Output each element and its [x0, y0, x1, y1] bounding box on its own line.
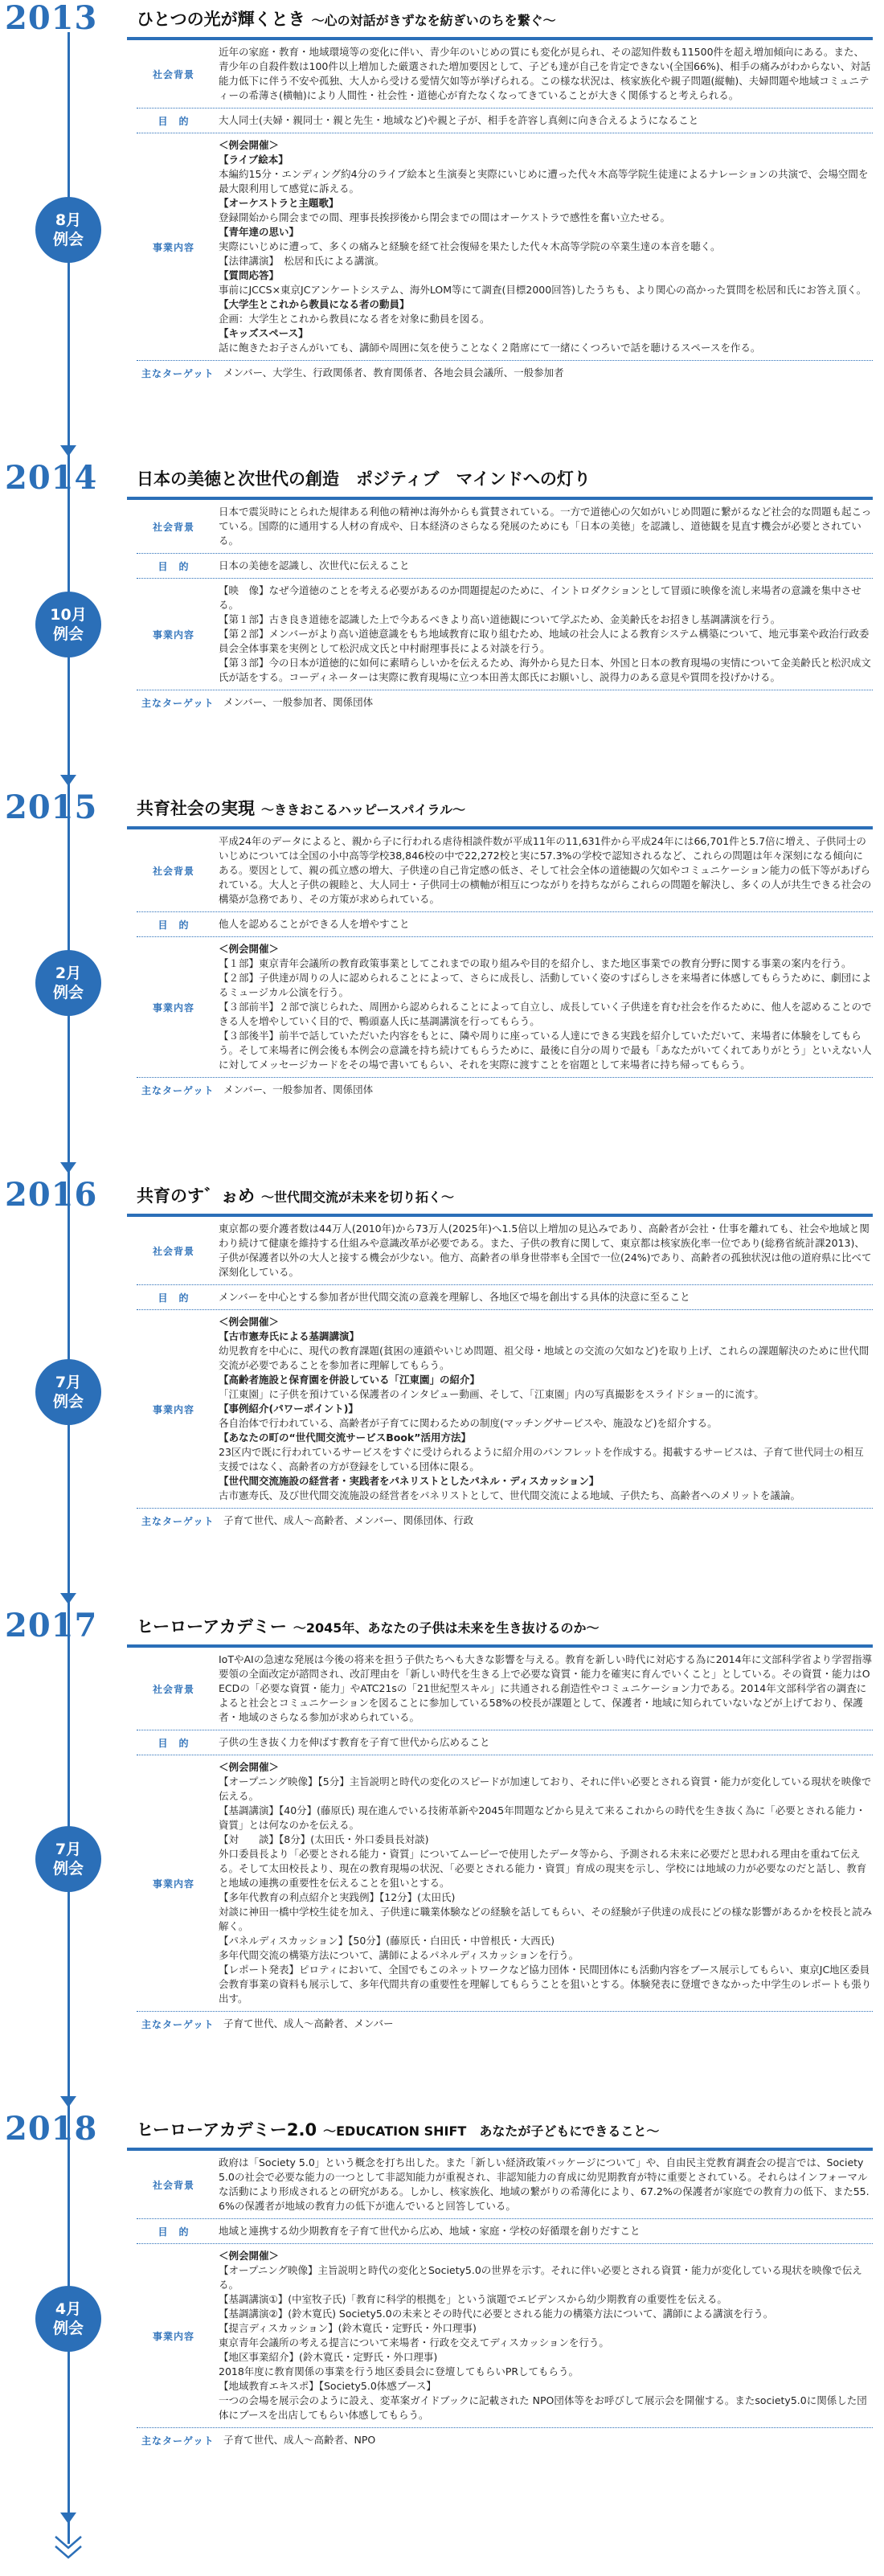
- row-purpose: [137, 109, 873, 133]
- row-value-background: 近年の家庭・教育・地域環境等の変化に伴い、青少年のいじめの質にも変化が見られ、その認知件数も11500件を超え増加傾向にある。また、青少年の自殺件数は100件以上増加した厳選された増加要因として、子ども達が自己を肯定できない(全国66%)、相手の痛みがわからない、対話能力低下に伴う不安や孤独、大人から受ける愛情欠如等が挙げられる。この様な状況は、核家族化や親子問題(縦軸)、夫婦問題や地域コミュニティーの希薄さ(横軸)により人間性・社会性・道徳心が育たなくなってきていることが大きく関係すると考えられる。: [219, 46, 871, 101]
- row-label-target: 主なターゲット: [141, 697, 215, 709]
- row-value-background: 日本で震災時にとられた規律ある利他の精神は海外からも賞賛されている。一方で道徳心の欠如がいじめ問題に繋がるなど社会的な問題も起こっている。国際的に通用する人材の育成や、日本経済のさらなる発展のためにも「日本の美徳」を認識し、道徳観を見直す機会が必要とされている。: [219, 506, 872, 547]
- row-label-background: 社会背景: [152, 1683, 194, 1695]
- content-line: 【オープニング映像】【5分】主旨説明と時代の変化のスピードが加速しており、それに伴い必要とされる資質・能力が変化している現状を映像で伝える。: [219, 1775, 872, 1802]
- event-title: [127, 1614, 599, 1638]
- row-target: [137, 2428, 873, 2451]
- content-line: 【提言ディスカッション】(鈴木寛氏・定野氏・外口理事): [219, 2322, 477, 2334]
- event-subtitle: ～EDUCATION SHIFT あなたが子どもにできること～: [323, 2123, 660, 2139]
- content-line: 【大学生とこれから教員になる者の動員】: [219, 298, 410, 310]
- row-content: [137, 133, 873, 361]
- content-line: 企画：大学生とこれから教員になる者を対象に動員を図る。: [219, 313, 490, 325]
- content-line: 【事例紹介(パワーポイント)】: [219, 1403, 358, 1415]
- row-value-target: メンバー、一般参加者、関係団体: [223, 1083, 374, 1096]
- row-value-background: 政府は「Society 5.0」という概念を打ち出した。また「新しい経済政策パッケージについて」や、自由民主党教育調査会の提言では、Society5.0の社会で必要な能力の一つとして非認知能力が重視され、非認知能力の育成に幼児期教育が特に重要とされている。それらはインフォーマルな活動により形成されるとの研究がある。しかし、核家族化、地域の繋がりの希薄化により、67.2%の保護者が家庭での教育力の低下、また55.6%の保護者が地域の教育力の低下が進んでいると回答している。: [219, 2156, 870, 2212]
- content-line: 【第１部】古き良き道徳を認識した上で今あるべきより高い道徳観について学ぶため、金美齢氏をお招きし基調講演を行う。: [219, 613, 781, 625]
- content-line: ＜例会開催＞: [219, 1316, 280, 1328]
- event-title-bar: [127, 789, 873, 829]
- content-line: 幼児教育を中心に、現代の教育課題(貧困の連鎖やいじめ問題、祖父母・地域との交流の欠如など)を取り上げ、これらの課題解決のために世代間交流が必要であることを参加者に理解してもらう。: [219, 1345, 870, 1371]
- year-heading: 2013: [5, 0, 98, 37]
- content-line: 多年代間交流の構築方法について、講師によるパネルディスカッションを行う。: [219, 1949, 579, 1961]
- year-heading: 2017: [5, 1607, 98, 1644]
- content-line: ＜例会開催＞: [219, 2250, 280, 2262]
- row-value-background: 東京都の要介護者数は44万人(2010年)から73万人(2025年)へ1.5倍以上増加の見込みであり、高齢者が会社・仕事を離れても、社会や地域と関わり続けて健康を維持する仕組みや意識改革が必要である。また、子供の教育に関して、東京都は核家族化率一位であり(総務省統計課2013)、子供が保護者以外の大人と接する機会が少ない。他方、高齢者の単身世帯率も全国で一位(24%)であり、高齢者の孤独状況は他の道府県に比べて深刻化している。: [219, 1222, 872, 1278]
- meeting-month-badge: [35, 1826, 101, 1892]
- row-content: [137, 1310, 873, 1509]
- content-line: 【レポート発表】ピロティにおいて、全国でもこのネットワークなど協力団体・民間団体にも活動内容をブース展示してもらい、東京JC地区委員会教育事業の資料も展示して、多年代間共育の重要性を理解してもらうことを狙いとする。体験発表に登壇できなかった中学生のレポートも張り出す。: [219, 1964, 872, 2005]
- row-content: [137, 2244, 873, 2428]
- row-value-content: [211, 2249, 873, 2422]
- row-target: [137, 1078, 873, 1100]
- event-subtitle: ～心の対話がきずなを紡ぎいのちを繋ぐ～: [311, 13, 556, 28]
- content-line: 【ライブ絵本】: [219, 154, 289, 166]
- content-line: 「江東園」に子供を預けている保護者のインタビュー動画、そして、「江東園」内の写真撮影をスライドショー的に流す。: [219, 1388, 764, 1400]
- meeting-label: 例会: [52, 1860, 84, 1878]
- row-value-content: [211, 1315, 873, 1503]
- year-heading: 2018: [5, 2110, 98, 2148]
- row-label-content: 事業内容: [152, 241, 194, 253]
- year-section: [0, 1177, 884, 1607]
- row-label-purpose: 目 的: [158, 2226, 190, 2238]
- content-line: 【映 像】なぜ今道徳のことを考える必要があるのか問題提起のために、イントロダクションとして冒頭に映像を流し来場者の意識を集中させる。: [219, 584, 861, 611]
- content-line: 【法律講演】 松居和氏による講演。: [219, 255, 385, 267]
- content-line: 23区内で既に行われているサービスをすぐに受けられるように紹介用のパンフレットを作成する。掲載するサービスは、子育て世代同士の相互支援ではなく、高齢者の方が登録をしている団体に限る。: [219, 1446, 864, 1472]
- row-value-target: メンバー、大学生、行政関係者、教育関係者、各地会員会議所、一般参加者: [223, 367, 564, 379]
- year-section: [0, 0, 884, 460]
- row-value-purpose: 大人同士(夫婦・親同士・親と先生・地域など)や親と子が、相手を許容し真剣に向き合えるようになること: [219, 114, 699, 126]
- timeline-arrow-icon: [60, 1162, 76, 1173]
- content-line: 各自治体で行われている、高齢者が子育てに関わるための制度(マッチングサービスや、施設など)を紹介する。: [219, 1417, 718, 1429]
- event-title-main: ヒーローアカデミー: [137, 1617, 287, 1636]
- row-target: [137, 1509, 873, 1531]
- row-value-purpose: 地域と連携する幼少期教育を子育て世代から広め、地域・家庭・学校の好循環を創りだすこと: [219, 2225, 640, 2237]
- content-line: 【３部後半】前半で話していただいた内容をもとに、隣や周りに座っている人達にできる実践を紹介していただいて、来場者に体験をしてもらう。そして来場者に例会後も本例会の意識を持ち続けてもらうために、最後に自分の周りで最も「あなたがいてくれてありがとう」といえない人に対してメッセージカードをその場で書いてもらい、それを実際に渡すことを宿題として来場者に持ち帰ってもらう。: [219, 1030, 872, 1071]
- meeting-label: 例会: [52, 1393, 84, 1411]
- content-line: 一つの会場を展示会のように設え、変革案ガイドブックに記載された NPO団体等をお呼びして展示会を開催する。またsociety5.0に関係した団体にブースを出店してもらい体感してもらう。: [219, 2394, 867, 2421]
- content-line: ＜例会開催＞: [219, 139, 280, 151]
- row-background: [137, 829, 873, 912]
- event-title-bar: [127, 0, 873, 40]
- content-line: 東京青年会議所の考える提言について来場者・行政を交えてディスカッションを行う。: [219, 2336, 609, 2349]
- content-line: 【質問応答】: [219, 269, 280, 281]
- content-line: 【第３部】今の日本が道徳的に如何に素晴らしいかを伝えるため、海外から見た日本、外国と日本の教育現場の実情について金美齢氏と松沢成文氏が話をする。コーディネーターは実際に教育現場に立つ本田善太郎氏にお願いし、説得力のある意見や質問を投げかける。: [219, 657, 871, 683]
- row-value-target: 子育て世代、成人～高齢者、メンバー: [223, 2017, 394, 2029]
- content-line: 【多年代教育の利点紹介と実践例】【12分】(太田氏): [219, 1891, 456, 1903]
- row-content: [137, 1755, 873, 2012]
- row-value-background: IoTやAIの急速な発展は今後の将来を担う子供たちへも大きな影響を与える。教育を新しい時代に対応する為に2014年に文部科学省より学習指導要領の全面改定が諮問され、改訂理由を「新しい時代を生きる上で必要な資質・能力を確実に育んでいくこと」としている。その資質・能力はOECDの「必要な資質・能力」やATC21sの「21世紀型スキル」に共通される創造性やコミュニケーション力である。2014年文部科学省の調査によると社会とコミュニケーションを図ることに参加している58%の校長が課題として、保護者・地域に知られていないなどが上げており、保護者・地域のさらなる参加が求められている。: [219, 1653, 873, 1723]
- row-value-target: 子育て世代、成人～高齢者、NPO: [223, 2434, 376, 2446]
- content-line: 実際にいじめに遭って、多くの痛みと経験を経て社会復帰を果たした代々木高等学院の卒業生達の本音を聴く。: [219, 240, 721, 252]
- row-background: [137, 2151, 873, 2219]
- meeting-label: 例会: [52, 625, 84, 643]
- year-heading: 2016: [5, 1176, 98, 1214]
- row-purpose: [137, 554, 873, 579]
- row-value-target: 子育て世代、成人～高齢者、メンバー、関係団体、行政: [223, 1514, 474, 1526]
- content-line: 【青年達の思い】: [219, 226, 300, 238]
- row-label-content: 事業内容: [152, 2330, 194, 2342]
- meeting-month-badge: [35, 1359, 101, 1425]
- row-label-purpose: 目 的: [158, 560, 190, 572]
- row-value-content: [211, 942, 873, 1072]
- content-line: 【地域教育エキスポ】【Society5.0体感ブース】: [219, 2380, 436, 2392]
- timeline-arrow-icon: [60, 775, 76, 786]
- year-heading: 2015: [5, 788, 98, 826]
- row-label-purpose: 目 的: [158, 1292, 190, 1304]
- row-label-target: 主なターゲット: [141, 367, 215, 379]
- row-background: [137, 1217, 873, 1285]
- timeline-arrow-icon: [60, 2513, 76, 2524]
- meeting-month: 8月: [55, 211, 82, 229]
- timeline-arrow-icon: [60, 445, 76, 457]
- row-label-target: 主なターゲット: [141, 1084, 215, 1096]
- content-line: 【地区事業紹介】(鈴木寛氏・定野氏・外口理事): [219, 2351, 438, 2363]
- event-subtitle: ～ききおこるハッピースパイラル～: [261, 802, 466, 817]
- content-line: 本編約15分・エンディング約4分のライブ絵本と生演奏と実際にいじめに遭った代々木高等学院生徒達によるナレーションの共演で、会場空間を最大限利用して感覚に訴える。: [219, 168, 869, 195]
- event-title-bar: [127, 460, 873, 500]
- meeting-month-badge: [35, 2286, 101, 2352]
- row-purpose: [137, 912, 873, 937]
- row-label-purpose: 目 的: [158, 115, 190, 127]
- row-value-target: メンバー、一般参加者、関係団体: [223, 696, 374, 708]
- meeting-label: 例会: [52, 984, 84, 1001]
- row-label-content: 事業内容: [152, 629, 194, 641]
- content-line: 【３部前半】２部で演じられた、周囲から認められることによって自立し、成長していく子供達を育む社会を作るために、他人を認めることのできる人を増やしていく目的で、鴨頭嘉人氏に基調講演を行ってもらう。: [219, 1001, 872, 1027]
- row-background: [137, 1648, 873, 1730]
- row-label-background: 社会背景: [152, 2179, 194, 2191]
- content-line: ＜例会開催＞: [219, 943, 280, 955]
- meeting-month-badge: [35, 592, 101, 657]
- meeting-month: 10月: [50, 606, 87, 624]
- content-line: 【基調講演①】(中室牧子氏)「教育に科学的根拠を」という演題でエビデンスから幼少期教育の重要性を伝える。: [219, 2293, 727, 2305]
- content-line: 【高齢者施設と保育園を併設している「江東園」の紹介】: [219, 1374, 481, 1386]
- row-label-background: 社会背景: [152, 1245, 194, 1257]
- row-purpose: [137, 2219, 873, 2244]
- content-line: 【古市憲寿氏による基調講演】: [219, 1330, 360, 1342]
- row-label-background: 社会背景: [152, 865, 194, 877]
- row-value-purpose: 他人を認めることができる人を増やすこと: [219, 918, 410, 930]
- event-title-main: 共育社会の実現: [137, 799, 255, 818]
- event-title: [127, 6, 556, 31]
- event-subtitle: ～2045年、あなたの子供は未来を生き抜けるのか～: [293, 1620, 600, 1636]
- event-title-bar: [127, 1177, 873, 1217]
- event-title-main: 共育のす゛ぉめ: [137, 1186, 255, 1206]
- content-line: 古市憲寿氏、及び世代間交流施設の経営者をパネリストとして、世代間交流による地域、子供たち、高齢者へのメリットを議論。: [219, 1489, 801, 1501]
- content-line: 登録開始から開会までの間、理事長挨拶後から閉会までの間はオーケストラで感性を奮い立たせる。: [219, 211, 671, 223]
- row-value-purpose: 日本の美徳を認識し、次世代に伝えること: [219, 559, 410, 571]
- row-value-content: [211, 138, 873, 355]
- row-label-background: 社会背景: [152, 521, 194, 533]
- row-value-background: 平成24年のデータによると、親から子に行われる虐待相談件数が平成11年の11,631件から平成24年には66,701件と5.7倍に増え、子供同士のいじめについては全国の小中高等学校38,846校の中で22,272校と実に57.3%の学校で認知されるなど、これらの問題は年々深刻になる傾向にある。要因として、親の孤立感の増大、子供達の自己肯定感の低さ、そして社会全体の道徳観の欠如やコミュニケーション能力の低下等があげられている。大人と子供の親睦と、大人同士・子供同士の横軸が相互につながりを持ちながらこれらの問題を解決し、多くの人が共生できる社会の構築が急務であり、その方策が求められている。: [219, 835, 872, 905]
- content-line: 【第２部】メンバーがより高い道徳意識をもち地域教育に取り組むため、地域の社会人による教育システム構築について、地元事業や政治行政委員会全体事業を実例として松沢成文氏と中村耐理事長による対談を行う。: [219, 628, 870, 654]
- content-line: 外口委員長より「必要とされる能力・資質」についてムービーで使用したデータ等から、予測される未来に必要だと思われる理由を重ねて伝える。そして太田校長より、現在の教育現場の状況、「必要とされる能力・資質」育成の現実を示し、学校には地域の力が必要なのだと話し、教育と地域の連携の重要性を伝えることを狙いとする。: [219, 1848, 867, 1889]
- year-heading: 2014: [5, 459, 98, 497]
- meeting-label: 例会: [52, 231, 84, 248]
- row-label-content: 事業内容: [152, 1403, 194, 1415]
- row-purpose: [137, 1285, 873, 1310]
- event-title: [127, 796, 465, 820]
- meeting-label: 例会: [52, 2320, 84, 2337]
- row-label-target: 主なターゲット: [141, 1515, 215, 1527]
- timeline-arrow-icon: [60, 2096, 76, 2107]
- event-title-bar: [127, 1607, 873, 1648]
- content-line: 事前にJCCS×東京JCアンケートシステム、海外LOM等にて調査(目標2000回答)したうちも、より関心の高かった質問を松居和氏にお答え頂く。: [219, 284, 867, 296]
- row-label-purpose: 目 的: [158, 919, 190, 931]
- content-line: 【あなたの町の“世代間交流サービスBook”活用方法】: [219, 1431, 471, 1444]
- content-line: 【パネルディスカッション】【50分】(藤原氏・白田氏・中曽根氏・大西氏): [219, 1935, 555, 1947]
- row-label-target: 主なターゲット: [141, 2018, 215, 2030]
- row-label-content: 事業内容: [152, 1878, 194, 1890]
- event-title-main: 日本の美徳と次世代の創造 ポジティブ マインドへの灯り: [137, 469, 591, 489]
- row-content: [137, 937, 873, 1078]
- event-title: [127, 1183, 454, 1207]
- row-value-purpose: メンバーを中心とする参加者が世代間交流の意義を理解し、各地区で場を創出する具体的決意に至ること: [219, 1291, 690, 1303]
- meeting-month: 7月: [55, 1374, 82, 1391]
- year-section: [0, 460, 884, 789]
- year-section: [0, 2111, 884, 2527]
- row-purpose: [137, 1730, 873, 1755]
- content-line: 【基調講演】【40分】(藤原氏) 現在進んでいる技術革新や2045年問題などから見えて来るこれからの時代を生き抜く為に「必要とされる能力・資質」とは何なのかを伝える。: [219, 1804, 866, 1831]
- event-subtitle: ～世代間交流が未来を切り拓く～: [261, 1190, 455, 1205]
- row-label-background: 社会背景: [152, 68, 194, 80]
- year-section: [0, 1607, 884, 2111]
- meeting-month: 7月: [55, 1841, 82, 1858]
- content-line: 【オープニング映像】主旨説明と時代の変化とSociety5.0の世界を示す。それに伴い必要とされる資質・能力が変化している現状を映像で伝える。: [219, 2264, 862, 2291]
- content-line: 【２部】子供達が周りの人に認められることによって、さらに成長し、活動していく姿のすばらしさを来場者に体感してもらうために、劇団によるミュージカル公演を行う。: [219, 972, 872, 998]
- row-target: [137, 361, 873, 383]
- row-label-purpose: 目 的: [158, 1737, 190, 1749]
- content-line: 【キッズスペース】: [219, 327, 309, 339]
- event-title-main: ひとつの光が輝くとき: [137, 10, 305, 29]
- row-label-target: 主なターゲット: [141, 2435, 215, 2447]
- chevron-down-icon: [52, 2532, 84, 2564]
- row-value-purpose: 子供の生き抜く力を伸ばす教育を子育て世代から広めること: [219, 1736, 490, 1748]
- content-line: 【オーケストラと主題歌】: [219, 197, 339, 209]
- content-line: 話に飽きたお子さんがいても、講師や周囲に気を使うことなく２階席にて一緒にくつろいで話を聴けるスペースを作る。: [219, 342, 761, 354]
- meeting-month: 2月: [55, 964, 82, 982]
- row-content: [137, 579, 873, 690]
- content-line: ＜例会開催＞: [219, 1761, 280, 1773]
- event-title-bar: [127, 2111, 873, 2151]
- content-line: 対談に神田一橋中学校生徒を加え、子供達に職業体験などの経験を話してもらい、その経験が子供達の成長にどの様な影響があるかを校長と読み解く。: [219, 1906, 873, 1932]
- content-line: 2018年度に教育関係の事業を行う地区委員会に登壇してもらいPRしてもらう。: [219, 2365, 579, 2377]
- row-label-content: 事業内容: [152, 1001, 194, 1014]
- row-background: [137, 40, 873, 109]
- row-value-content: [211, 1760, 873, 2006]
- content-line: 【基調講演②】(鈴木寛氏) Society5.0の未来とその時代に必要とされる能力の構築方法について、講師による講演を行う。: [219, 2308, 774, 2320]
- year-section: [0, 789, 884, 1177]
- content-line: 【１部】東京青年会議所の教育政策事業としてこれまでの取り組みや目的を紹介し、また地区事業での教育分野に関する事業の案内を行う。: [219, 957, 852, 969]
- event-title-main: ヒーローアカデミー2.0: [137, 2120, 317, 2140]
- row-target: [137, 690, 873, 713]
- meeting-month-badge: [35, 197, 101, 263]
- content-line: 【対 談】【8分】(太田氏・外口委員長対談): [219, 1833, 429, 1845]
- row-target: [137, 2012, 873, 2034]
- event-title: [127, 2117, 659, 2141]
- meeting-month: 4月: [55, 2300, 82, 2318]
- content-line: 【世代間交流施設の経営者・実践者をパネリストとしたパネル・ディスカッション】: [219, 1475, 600, 1487]
- row-value-content: [211, 584, 873, 685]
- timeline-arrow-icon: [60, 1593, 76, 1604]
- event-title: [127, 466, 597, 490]
- row-background: [137, 500, 873, 554]
- meeting-month-badge: [35, 950, 101, 1016]
